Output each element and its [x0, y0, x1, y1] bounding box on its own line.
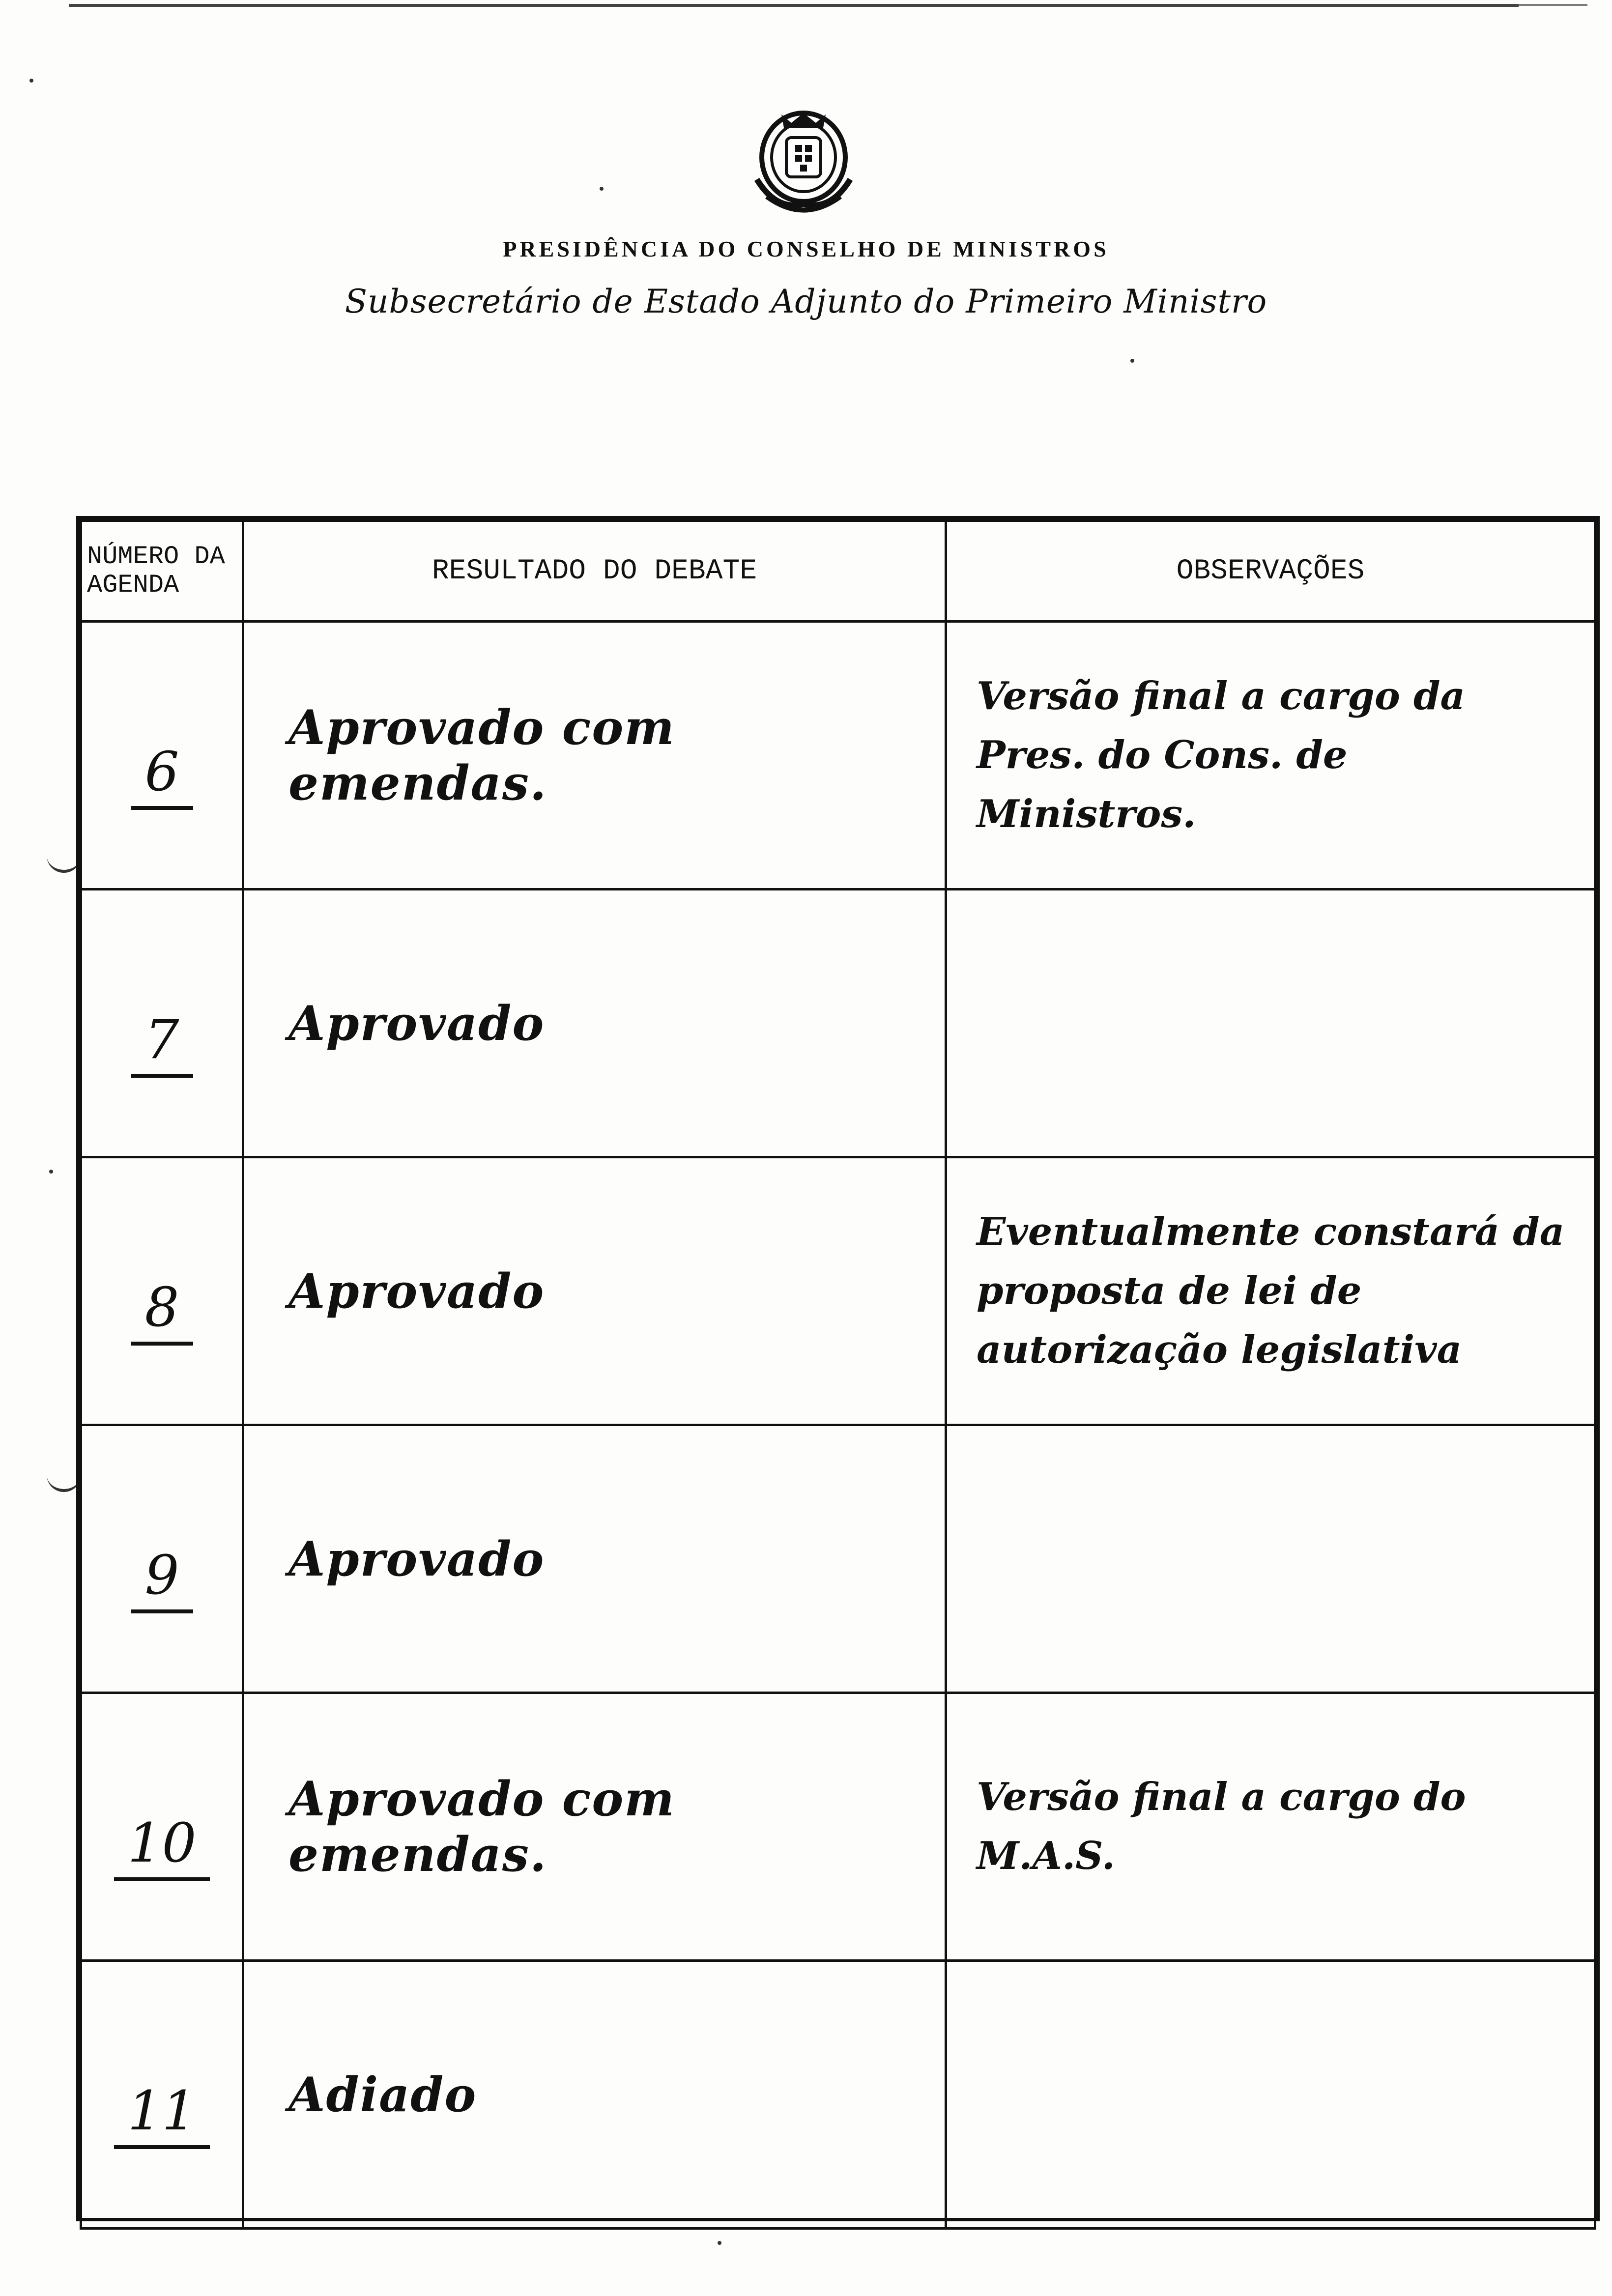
agenda-number: 6 [131, 740, 193, 810]
institution-name: PRESIDÊNCIA DO CONSELHO DE MINISTROS [503, 236, 1109, 261]
agenda-number-cell [81, 890, 243, 1157]
agenda-number-cell [81, 622, 243, 890]
observation-text [946, 890, 1595, 1157]
agenda-number: 7 [131, 1008, 193, 1078]
scan-speck [600, 187, 604, 191]
debate-result: Aprovado com emendas. [243, 622, 946, 890]
agenda-number-cell [81, 1157, 243, 1425]
office-subtitle: Subsecretário de Estado Adjunto do Primeiro Ministro [345, 283, 1267, 320]
header-agenda-number: NÚMERO DA AGENDA [81, 521, 243, 622]
scan-speck [49, 1170, 53, 1174]
table-row [81, 1693, 1595, 1961]
table-row [81, 1961, 1595, 2229]
table-row [81, 622, 1595, 890]
table-row [81, 1425, 1595, 1693]
debate-result: Aprovado [243, 1157, 946, 1425]
observation-text: Eventualmente constará da proposta de lei de autorização legislativa [946, 1157, 1595, 1425]
scan-edge-line [1243, 4, 1587, 6]
coat-of-arms-icon [747, 106, 860, 224]
observation-text: Versão final a cargo da Pres. do Cons. de Ministros. [946, 622, 1595, 890]
debate-result: Aprovado com emendas. [243, 1693, 946, 1961]
table-header-row [81, 521, 1595, 622]
agenda-number: 8 [131, 1276, 193, 1346]
observation-text [946, 1961, 1595, 2229]
agenda-number: 11 [114, 2079, 210, 2149]
agenda-number: 10 [114, 1811, 210, 1881]
debate-result: Adiado [243, 1961, 946, 2229]
observation-text [946, 1425, 1595, 1693]
header-observations: OBSERVAÇÕES [946, 521, 1595, 622]
scan-speck [718, 2241, 721, 2245]
agenda-number-cell [81, 1961, 243, 2229]
agenda-results-table [76, 516, 1600, 2221]
table-row [81, 890, 1595, 1157]
debate-result: Aprovado [243, 890, 946, 1157]
scan-speck [1130, 359, 1134, 363]
agenda-number: 9 [131, 1544, 193, 1613]
agenda-number-cell [81, 1693, 243, 1961]
observation-text: Versão final a cargo do M.A.S. [946, 1693, 1595, 1961]
scan-speck [29, 79, 33, 83]
table-row [81, 1157, 1595, 1425]
agenda-number-cell [81, 1425, 243, 1693]
debate-result: Aprovado [243, 1425, 946, 1693]
header-debate-result: RESULTADO DO DEBATE [243, 521, 946, 622]
